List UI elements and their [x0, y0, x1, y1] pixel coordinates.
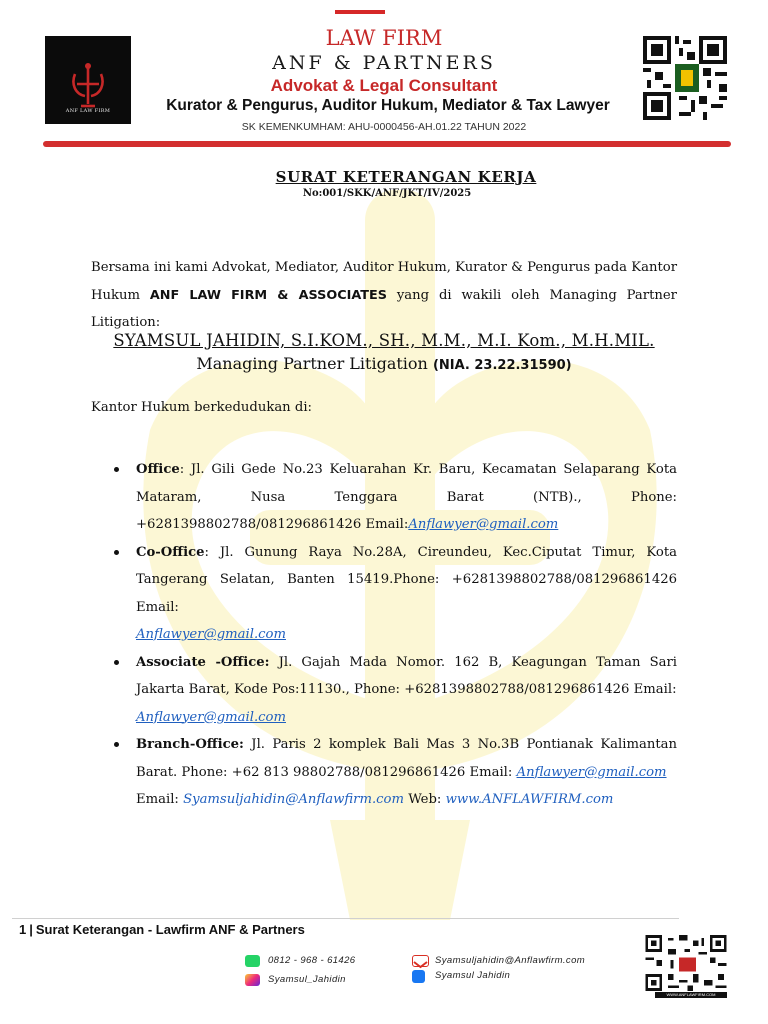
footer-page-info — [19, 922, 305, 937]
bullet-icon — [114, 660, 119, 665]
document-title: SURAT KETERANGAN KERJA — [275, 168, 537, 186]
email-link[interactable]: Anflawyer@gmail.com — [516, 764, 667, 780]
footer-instagram: Syamsul_Jahidin — [268, 974, 346, 985]
office-intro: Kantor Hukum berkedudukan di: — [91, 400, 312, 415]
role-title: Managing Partner Litigation — [196, 354, 428, 373]
bullet-icon — [114, 550, 119, 555]
email-link[interactable]: Anflawyer@gmail.com — [136, 709, 286, 725]
qr-caption: WWW.ANFLAWFIRM.COM — [655, 992, 727, 998]
intro-paragraph — [91, 254, 677, 337]
footer-title: Surat Keterangan - Lawfirm ANF & Partners — [35, 922, 305, 937]
office-label: Co-Office — [136, 544, 205, 560]
gmail-icon — [412, 955, 429, 967]
office-address: Jl. Gajah Mada Nomor. 162 B, Keagungan Taman Sari Jakarta Barat, Kode Pos:11130., Phone: +6281398802788/081296861426 Email: — [136, 654, 677, 697]
header-tagline: Advokat & Legal Consultant — [270, 76, 498, 95]
bullet-icon — [114, 742, 119, 747]
office-label: Branch-Office: — [136, 737, 244, 752]
firm-email-link[interactable]: Syamsuljahidin@Anflawfirm.com — [183, 792, 405, 807]
footer-facebook: Syamsul Jahidin — [435, 970, 511, 981]
header-registration: SK KEMENKUMHAM: AHU-0000456-AH.01.22 TAHUN 2022 — [241, 121, 527, 133]
header-top-accent — [335, 10, 385, 14]
person-name: SYAMSUL JAHIDIN, S.I.KOM., SH., M.M., M.I. Kom., M.H.MIL. — [113, 331, 655, 350]
nia-number: (NIA. 23.22.31590) — [432, 358, 572, 373]
office-address: : Jl. Gunung Raya No.28A, Cireundeu, Kec.Ciputat Timur, Kota Tangerang Selatan, Banten 15419.Phone: +6281398802788/081296861426 Email: — [136, 544, 677, 615]
header-firm-name: ANF & PARTNERS — [272, 52, 496, 74]
office-label: Office — [136, 462, 180, 477]
list-item — [136, 456, 677, 539]
office-list — [136, 456, 677, 814]
header-law-firm: LAW FIRM — [325, 26, 443, 50]
intro-text-end: yang di wakili oleh Managing Partner Litigation: — [91, 287, 677, 330]
list-item — [136, 539, 677, 649]
web-label: Web: — [404, 792, 446, 807]
footer-email: Syamsuljahidin@Anflawfirm.com — [435, 955, 586, 966]
website-link[interactable]: www.ANFLAWFIRM.com — [445, 792, 614, 807]
whatsapp-icon — [245, 955, 260, 967]
email-label: Email: — [136, 792, 184, 807]
intro-text: Bersama ini kami Advokat, Mediator, Auditor Hukum, Kurator & Pengurus pada Kantor Hukum — [91, 260, 677, 303]
email-link[interactable]: Anflawyer@gmail.com — [408, 517, 559, 532]
header-divider — [43, 141, 731, 147]
facebook-icon — [412, 970, 425, 983]
office-address: : Jl. Gili Gede No.23 Keluarahan Kr. Baru, Kecamatan Selaparang Kota Mataram, Nusa Tenggara Barat (NTB)., Phone: +6281398802788/081296861426 Email: — [136, 462, 677, 532]
list-item — [136, 649, 677, 732]
document-number: No:001/SKK/ANF/JKT/IV/2025 — [302, 188, 472, 199]
bullet-icon — [114, 467, 119, 472]
office-label: Associate -Office: — [136, 654, 270, 670]
page-separator: | — [29, 922, 33, 937]
qr-code-bottom — [645, 935, 727, 991]
instagram-icon — [245, 974, 260, 986]
person-role — [0, 354, 768, 373]
list-item — [136, 731, 677, 814]
page-number: 1 — [19, 922, 27, 937]
header-services: Kurator & Pengurus, Auditor Hukum, Mediator & Tax Lawyer — [166, 97, 610, 114]
email-link[interactable]: Anflawyer@gmail.com — [136, 627, 286, 642]
office-address: Jl. Paris 2 komplek Bali Mas 3 No.3B Pontianak Kalimantan Barat. Phone: +62 813 98802788/081296861426 Email: — [136, 737, 677, 780]
firm-name-bold: ANF LAW FIRM & ASSOCIATES — [149, 287, 387, 303]
footer-phone: 0812 - 968 - 61426 — [268, 955, 356, 966]
logo-caption: ANF LAW FIRM — [65, 108, 111, 114]
footer-divider — [12, 918, 679, 919]
qr-code-top — [643, 36, 727, 120]
